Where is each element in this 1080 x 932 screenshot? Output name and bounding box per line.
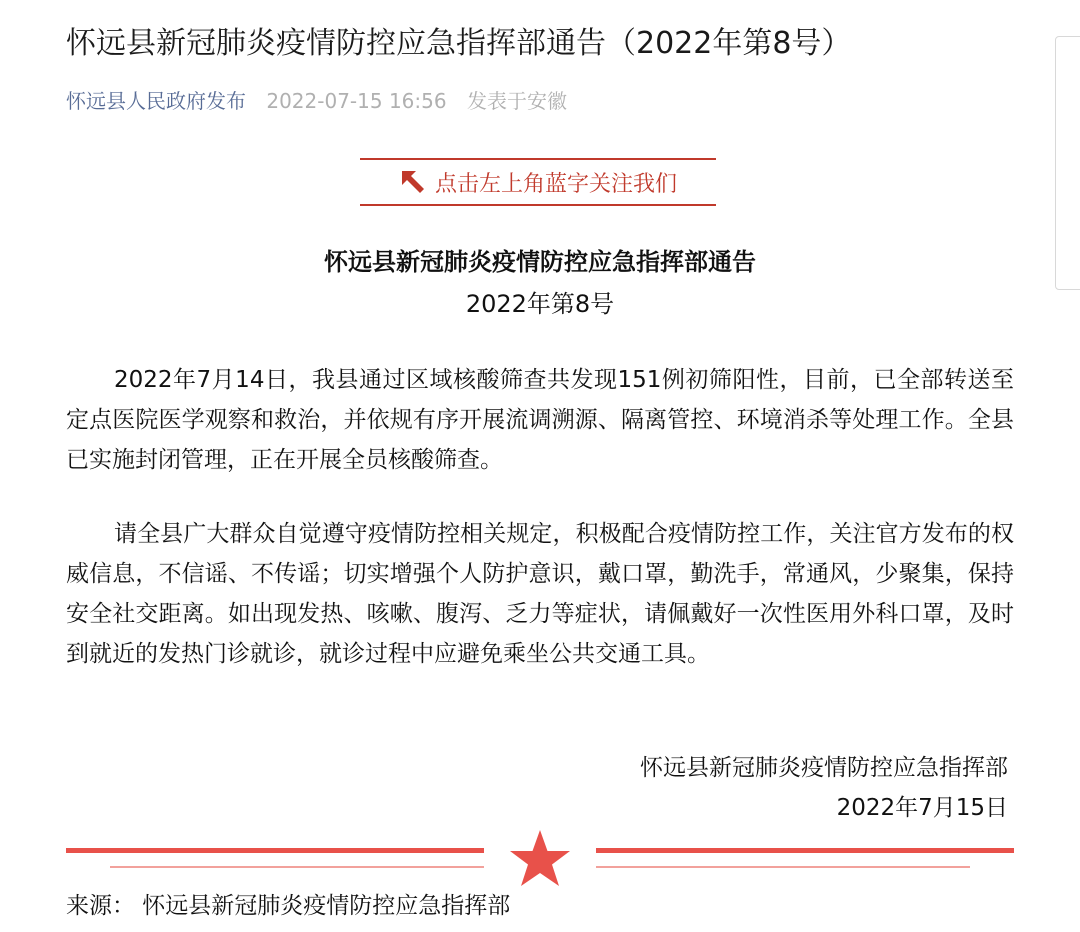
signature-organization: 怀远县新冠肺炎疫情防控应急指挥部 [640,755,1008,781]
article-title: 怀远县新冠肺炎疫情防控应急指挥部通告（2022年第8号） [66,26,852,61]
source-line: 来源： 怀远县新冠肺炎疫情防控应急指挥部 [66,893,511,919]
arrow-up-left-icon [399,168,427,196]
divider-line-right [596,848,1014,853]
divider-thin-right [596,866,970,868]
notice-number: 2022年第8号 [465,290,615,318]
publish-location: 发表于安徽 [466,89,567,113]
divider-thin-left [110,866,484,868]
account-link[interactable]: 怀远县人民政府发布 [66,89,246,113]
article-meta [66,86,567,116]
follow-banner-text: 点击左上角蓝字关注我们 [434,171,677,197]
notice-title: 怀远县新冠肺炎疫情防控应急指挥部通告 [324,248,756,276]
publish-datetime: 2022-07-15 16:56 [266,89,447,113]
notice-paragraph-1: 2022年7月14日，我县通过区域核酸筛查共发现151例初筛阳性，目前，已全部转送至定点医院医学观察和救治，并依规有序开展流调溯源、隔离管控、环境消杀等处理工作。全县已实施封闭管理，正在开展全员核酸筛查。 [66,367,1014,473]
follow-banner[interactable] [360,158,716,206]
divider-line-left [66,848,484,853]
signature-date: 2022年7月15日 [836,795,1008,821]
red-star-icon [508,828,572,888]
notice-paragraph-2: 请全县广大群众自觉遵守疫情防控相关规定，积极配合疫情防控工作，关注官方发布的权威信息，不信谣、不传谣；切实增强个人防护意识，戴口罩，勤洗手，常通风，少聚集，保持安全社交距离。如出现发热、咳嗽、腹泻、乏力等症状，请佩戴好一次性医用外科口罩，及时到就近的发热门诊就诊，就诊过程中应避免乘坐公共交通工具。 [66,521,1014,667]
